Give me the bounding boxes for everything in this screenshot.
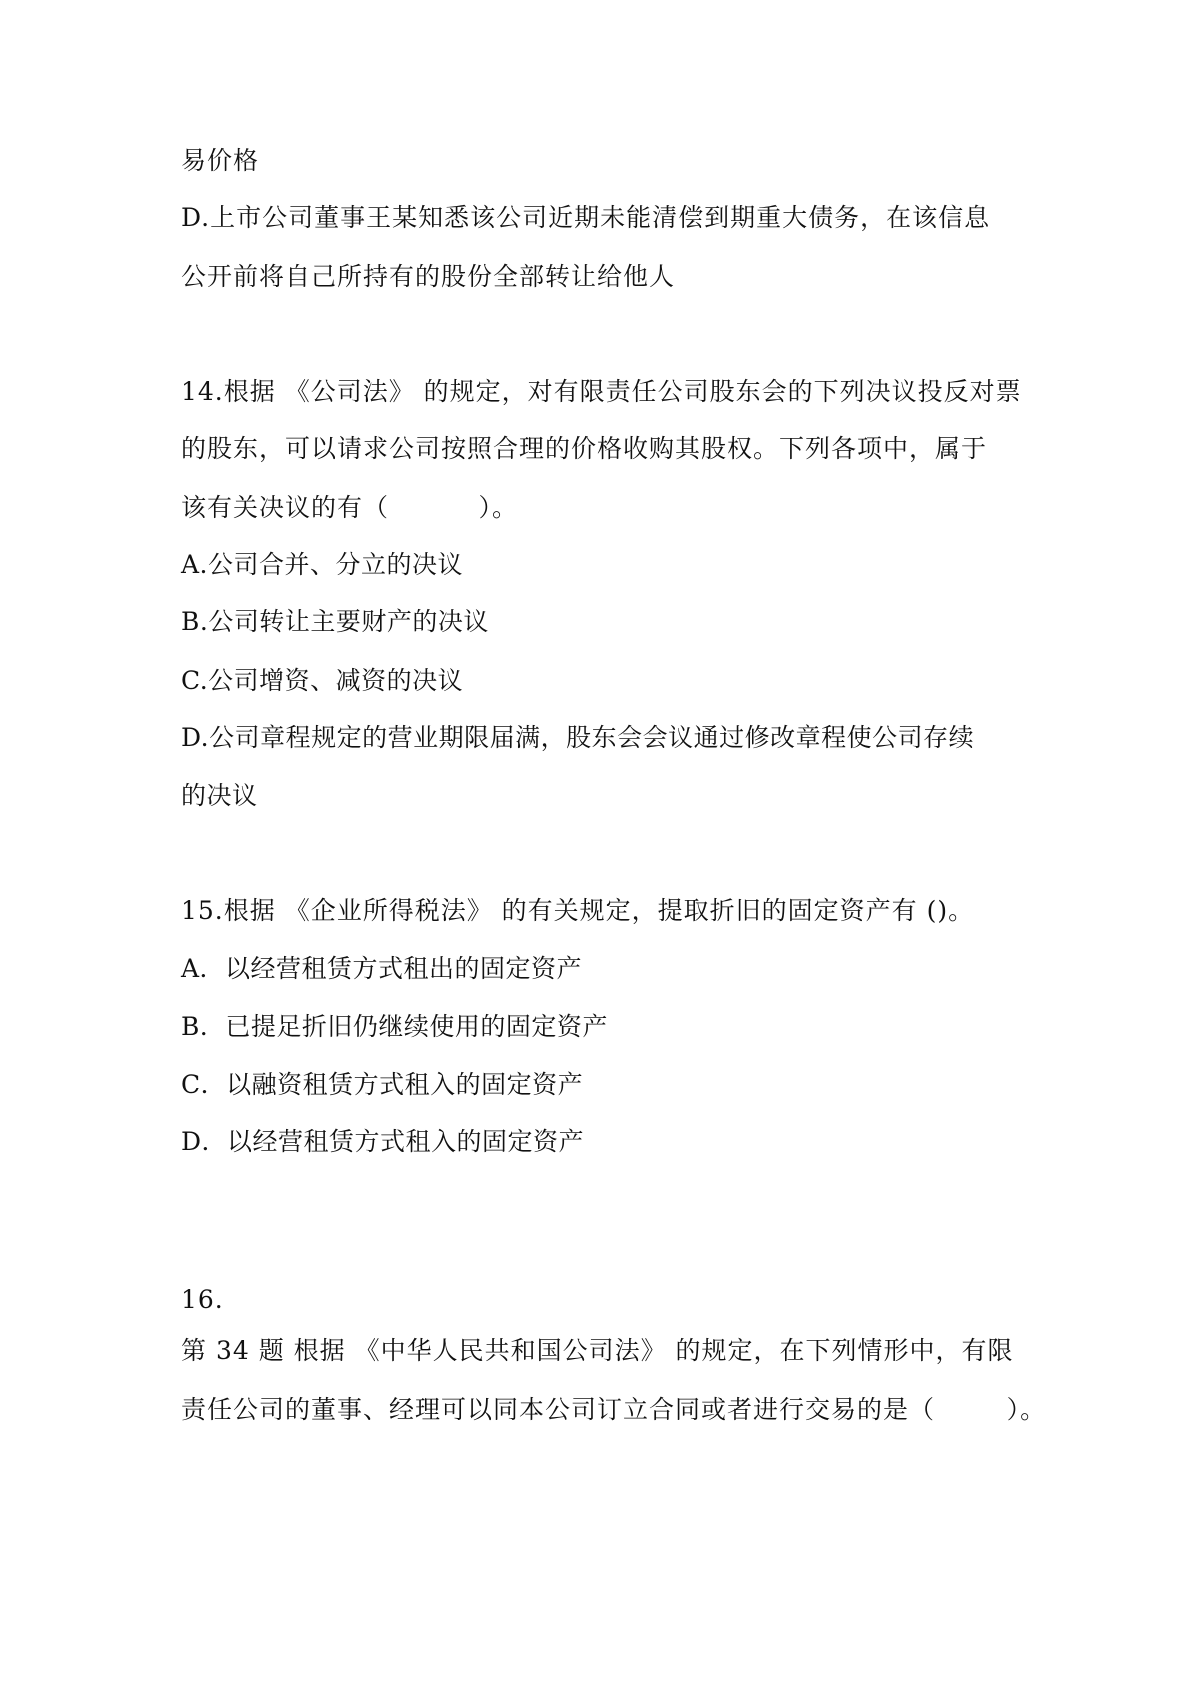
- q16-stem-line1: 第 34 题 根据 《中华人民共和国公司法》 的规定，在下列情形中，有限: [181, 1336, 1014, 1365]
- q14-option-c: C.公司增资、减资的决议: [181, 666, 464, 695]
- q14-stem-line3: 该有关决议的有（ ）。: [181, 493, 518, 522]
- q16-stem-line2: 责任公司的董事、经理可以同本公司订立合同或者进行交易的是（ ）。: [181, 1395, 1047, 1424]
- q15-option-b: B．已提足折旧仍继续使用的固定资产: [181, 1012, 608, 1041]
- q14-stem-line2: 的股东，可以请求公司按照合理的价格收购其股权。下列各项中，属于: [181, 434, 988, 463]
- q13-continued-text: 易价格: [181, 146, 260, 175]
- q14-option-a: A.公司合并、分立的决议: [181, 550, 464, 579]
- q15-option-d: D．以经营租赁方式租入的固定资产: [181, 1127, 585, 1156]
- q16-number: 16.: [181, 1285, 224, 1314]
- q15-stem: 15.根据 《企业所得税法》 的有关规定，提取折旧的固定资产有 ()。: [181, 896, 975, 925]
- q15-option-a: A．以经营租赁方式租出的固定资产: [181, 954, 583, 983]
- q14-option-b: B.公司转让主要财产的决议: [181, 607, 489, 636]
- q15-option-c: C．以融资租赁方式租入的固定资产: [181, 1070, 584, 1099]
- q13-option-d-line2: 公开前将自己所持有的股份全部转让给他人: [181, 262, 676, 291]
- q13-option-d-line1: D.上市公司董事王某知悉该公司近期未能清偿到期重大债务，在该信息: [181, 203, 991, 232]
- q14-stem-line1: 14.根据 《公司法》 的规定，对有限责任公司股东会的下列决议投反对票: [181, 377, 1022, 406]
- q14-option-d-line2: 的决议: [181, 781, 258, 810]
- q14-option-d-line1: D.公司章程规定的营业期限届满，股东会会议通过修改章程使公司存续: [181, 723, 975, 752]
